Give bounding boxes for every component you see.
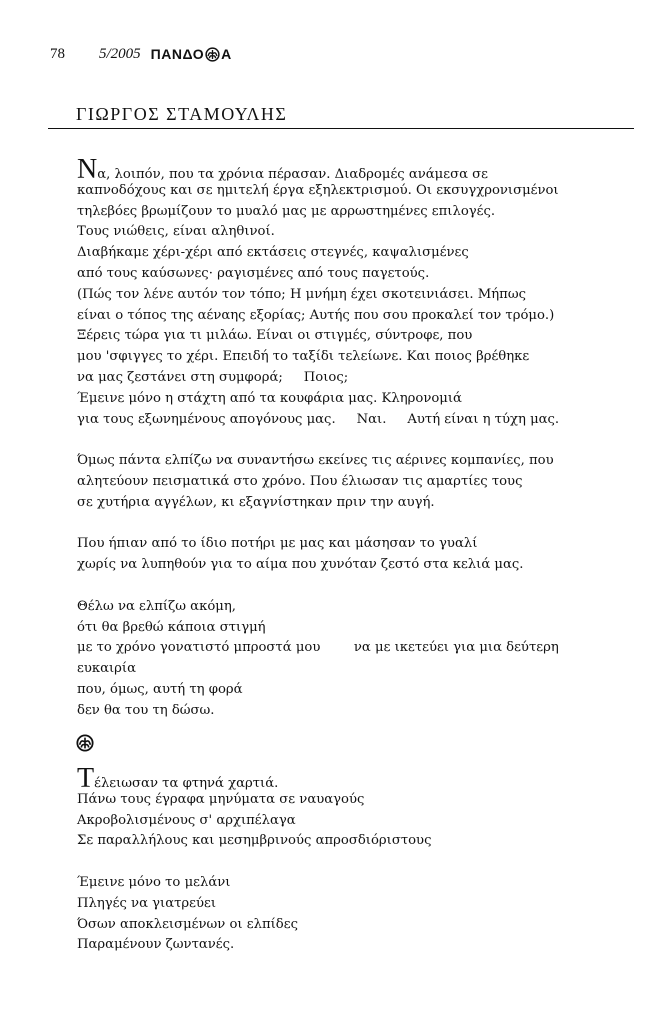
poem-line [77, 326, 637, 347]
poem-line [77, 202, 637, 223]
poem-line-text: Θέλω να ελπίζω ακόμη, [77, 598, 236, 614]
poem-line-text: Που ήπιαν από το ίδιο ποτήρι με μας και μάσησαν το γυαλί [77, 536, 478, 552]
poem-line-text: να μας ζεστάνει στη συμφορά; Ποιος; [77, 369, 349, 385]
poem-line-text: Έμεινε μόνο το μελάνι [77, 874, 231, 890]
magazine-title-right: Α [221, 46, 232, 62]
poem-line [77, 831, 637, 852]
poem-line-text: μου 'σφιγγες το χέρι. Επειδή το ταξίδι τελείωνε. Και ποιος βρέθηκε [77, 349, 530, 365]
poem-line-text: Σε παραλλήλους και μεσημβρινούς απροσδιόριστους [77, 833, 432, 849]
poem-line [77, 222, 637, 243]
poem-line [77, 680, 637, 701]
poem-line-text: σε χυτήρια αγγέλων, κι εξαγνίστηκαν πριν την αυγή. [77, 494, 435, 510]
poem-line [77, 811, 637, 832]
drop-cap: Τ [77, 763, 95, 794]
pandora-ornament-icon [76, 734, 94, 752]
section-ornament [76, 734, 94, 756]
poem-line-text: από τους καύσωνες· ραγισμένες από τους παγετούς. [77, 265, 430, 281]
poem-line-text: (Πώς τον λένε αυτόν τον τόπο; Η μνήμη έχει σκοτεινιάσει. Μήπως [77, 286, 526, 302]
poem-line-text: Έμεινε μόνο η στάχτη από τα κουφάρια μας. Κληρονομιά [77, 390, 462, 406]
poem-line-text: α, λοιπόν, που τα χρόνια πέρασαν. Διαδρομές ανάμεσα σε [97, 167, 489, 182]
poem-line-text: Όμως πάντα ελπίζω να συναντήσω εκείνες τις αέρινες κομπανίες, που [77, 453, 554, 469]
issue-number: 5/2005 [99, 45, 141, 62]
poem-line-text: Παραμένουν ζωντανές. [77, 937, 235, 953]
poem-line [77, 790, 637, 811]
poem-line [77, 701, 637, 722]
poem-line [77, 368, 637, 389]
header-rule [48, 128, 634, 129]
stanza-break [77, 576, 637, 597]
poem-line-text: ότι θα βρεθώ κάποια στιγμή [77, 619, 266, 635]
poem-line-text: δεν θα του τη δώσω. [77, 702, 215, 718]
poem-line-text: χωρίς να λυπηθούν για το αίμα που χυνόταν ζεστό στα κελιά μας. [77, 557, 524, 573]
poem-line [77, 154, 637, 185]
poem-line [77, 493, 637, 514]
page-number: 78 [50, 45, 65, 62]
poem-line-text: Πληγές να γιατρεύει [77, 895, 217, 911]
poem-line [77, 264, 637, 285]
poem-line [77, 915, 637, 936]
poem-line [77, 597, 637, 618]
stanza-break [77, 514, 637, 535]
poem-line-text: ευκαιρία [77, 661, 136, 677]
poem-line-text: με το χρόνο γονατιστό μπροστά μου να με ικετεύει για μια δεύτερη [77, 640, 559, 656]
poem-line-text: αλητεύουν πεισματικά στο χρόνο. Που έλιωσαν τις αμαρτίες τους [77, 473, 523, 489]
poem-1 [77, 154, 637, 722]
poem-line-text: τηλεβόες βρωμίζουν το μυαλό μας με αρρωστημένες επιλογές. [77, 203, 496, 219]
poem-line-text: έλειωσαν τα φτηνά χαρτιά. [94, 776, 279, 791]
poem-line [77, 285, 637, 306]
poem-line [77, 618, 637, 639]
poem-line [77, 243, 637, 264]
poem-line-text: Διαβήκαμε χέρι-χέρι από εκτάσεις στεγνές, καψαλισμένες [77, 245, 469, 261]
poem-line [77, 410, 637, 431]
poem-line [77, 389, 637, 410]
poem-line [77, 534, 637, 555]
poem-line-text: για τους εξωνημένους απογόνους μας. Ναι. Αυτή είναι η τύχη μας. [77, 411, 560, 427]
poem-line-text: Τους νιώθεις, είναι αληθινοί. [77, 224, 275, 240]
poem-line [77, 306, 637, 327]
drop-cap: Ν [77, 154, 98, 185]
author-name: ΓΙΩΡΓΟΣ ΣΤΑΜΟΥΛΗΣ [76, 104, 288, 124]
poem-line [77, 659, 637, 680]
magazine-title-left: ΠΑΝΔΟ [150, 46, 205, 62]
poem-2 [77, 763, 637, 956]
poem-line [77, 347, 637, 368]
poem-line-text: Ξέρεις τώρα για τι μιλάω. Είναι οι στιγμές, σύντροφε, που [77, 328, 473, 344]
magazine-title [151, 46, 232, 62]
stanza-break [77, 430, 637, 451]
poem-line-text: Όσων αποκλεισμένων οι ελπίδες [77, 916, 298, 932]
poem-line [77, 472, 637, 493]
poem-line [77, 935, 637, 956]
poem-line [77, 181, 637, 202]
poem-line [77, 638, 637, 659]
poem-line-text: καπνοδόχους και σε ημιτελή έργα εξηλεκτρισμού. Οι εκσυγχρονισμένοι [77, 182, 559, 198]
running-header [50, 44, 232, 64]
poem-line [77, 451, 637, 472]
stanza-break [77, 852, 637, 873]
poem-line [77, 763, 637, 794]
poem-line [77, 873, 637, 894]
poem-line-text: είναι ο τόπος της αέναης εξορίας; Αυτής που σου προκαλεί τον τρόμο.) [77, 307, 555, 323]
poem-line [77, 894, 637, 915]
poem-line-text: Ακροβολισμένους σ' αρχιπέλαγα [77, 812, 296, 828]
poem-line [77, 555, 637, 576]
poem-line-text: Πάνω τους έγραφα μηνύματα σε ναυαγούς [77, 791, 365, 807]
poem-line-text: που, όμως, αυτή τη φορά [77, 681, 243, 697]
pandora-logo-icon [205, 47, 220, 62]
